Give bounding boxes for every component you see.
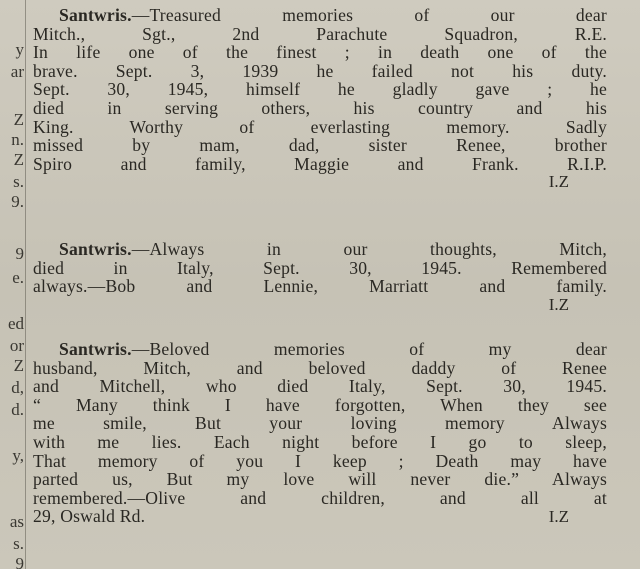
- fragment-text: e.: [12, 268, 24, 287]
- notice-first-line: [33, 340, 607, 359]
- notice-signature: I.Z: [548, 294, 569, 314]
- fragment-text: Z: [13, 356, 24, 375]
- notice-line: “ Many think I have forgotten, When they see: [33, 394, 607, 415]
- notice-line: 29, Oswald Rd.: [33, 506, 146, 527]
- fragment-text: n.: [11, 130, 24, 149]
- fragment-text: y,: [12, 446, 24, 465]
- notice-signature: I.Z: [548, 172, 569, 192]
- notice-line: husband, Mitch, and beloved daddy of Renee: [33, 357, 607, 378]
- notice-line: Mitch., Sgt., 2nd Parachute Squadron, R.E.: [33, 23, 607, 44]
- fragment-text: d.: [11, 400, 24, 419]
- notice-surname: Santwris.: [59, 5, 132, 25]
- notice-line: King. Worthy of everlasting memory. Sadly: [33, 116, 607, 137]
- notice-line: and Mitchell, who died Italy, Sept. 30, 1945.: [33, 376, 607, 397]
- fragment-text: d,: [11, 378, 24, 397]
- column-rule: [25, 0, 26, 569]
- notice-signature: I.Z: [548, 506, 569, 526]
- fragment-text: ed: [7, 314, 24, 333]
- fragment-text: y: [15, 40, 24, 59]
- notice-surname: Santwris.: [59, 239, 132, 259]
- adjacent-column-fragments: [0, 0, 24, 569]
- notice-text: —Beloved memories of my dear: [131, 339, 607, 359]
- fragment-text: 9.: [11, 192, 24, 211]
- notice-line: parted us, But my love will never die.” Always: [33, 469, 607, 490]
- notice-line: died in serving others, his country and his: [33, 97, 607, 118]
- fragment-text: s.: [13, 534, 24, 553]
- fragment-text: 9: [15, 244, 24, 263]
- notice-line: me smile, But your loving memory Always: [33, 413, 607, 434]
- fragment-text: as: [9, 512, 24, 531]
- fragment-text: Z: [13, 110, 24, 129]
- notice-line: Spiro and family, Maggie and Frank. R.I.P.: [33, 153, 607, 174]
- notice-line: with me lies. Each night before I go to sleep,: [33, 431, 607, 452]
- notice-first-line: [33, 6, 607, 25]
- fragment-text: or: [9, 336, 24, 355]
- memorial-notice: [33, 240, 607, 314]
- notice-line: always.—Bob and Lennie, Marriatt and family.: [33, 276, 607, 297]
- fragment-text: s.: [13, 172, 24, 191]
- notice-line: remembered.—Olive and children, and all at: [33, 487, 607, 508]
- notice-line: missed by mam, dad, sister Renee, brother: [33, 135, 607, 156]
- memorial-notice: [33, 6, 607, 191]
- fragment-text: Z: [13, 150, 24, 169]
- fragment-text: ar: [10, 62, 24, 81]
- memorial-notice: [33, 340, 607, 526]
- notice-line: Sept. 30, 1945, himself he gladly gave ; he: [33, 79, 607, 100]
- notice-line: died in Italy, Sept. 30, 1945. Remembered: [33, 257, 607, 278]
- notice-first-line: [33, 240, 607, 259]
- notice-surname: Santwris.: [59, 339, 132, 359]
- fragment-text: 9: [15, 554, 24, 569]
- notice-line: That memory of you I keep ; Death may have: [33, 450, 607, 471]
- notice-line: brave. Sept. 3, 1939 he failed not his duty.: [33, 60, 607, 81]
- notice-text: —Treasured memories of our dear: [131, 5, 607, 25]
- notice-line: In life one of the finest ; in death one of the: [33, 42, 607, 63]
- notice-text: —Always in our thoughts, Mitch,: [131, 239, 607, 259]
